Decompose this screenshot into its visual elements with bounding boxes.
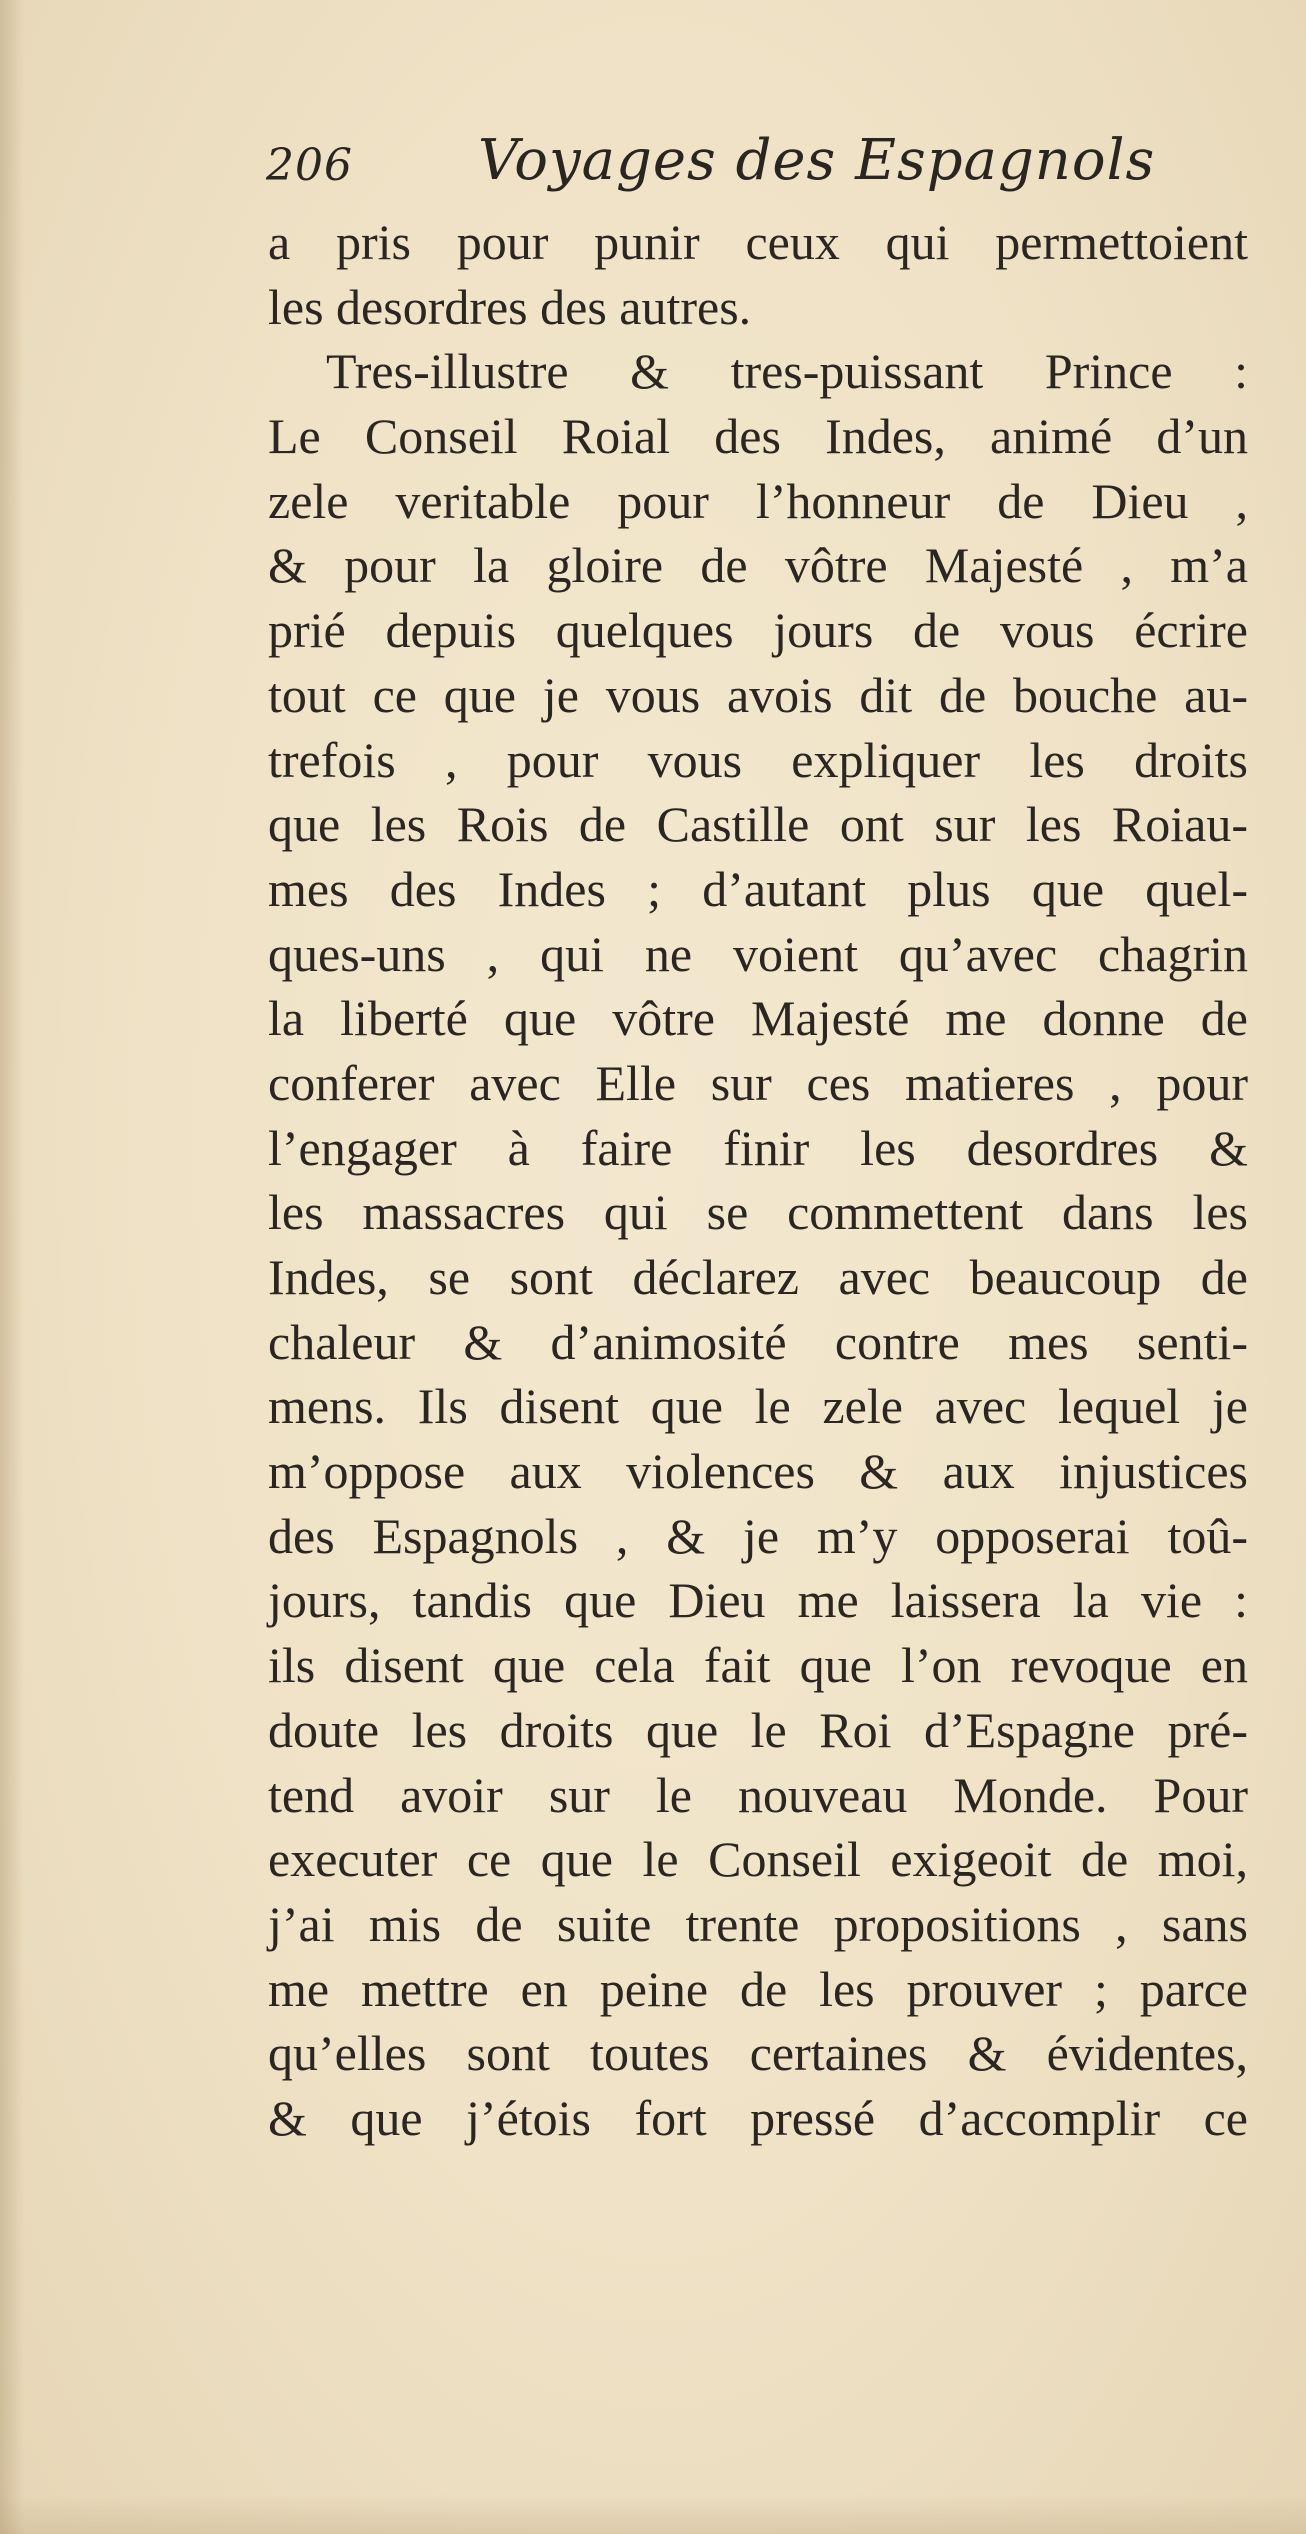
text-line: les desordres des autres. <box>268 278 752 335</box>
text-line: l’engager à faire finir les desordres & <box>268 1119 1248 1176</box>
text-line: a pris pour punir ceux qui permettoient <box>268 214 1248 270</box>
running-title: Voyages des Espagnols <box>478 128 1156 193</box>
text-line: les massacres qui se commettent dans les <box>268 1184 1248 1241</box>
text-line: la liberté que vôtre Majesté me donne de <box>268 990 1248 1047</box>
text-line: & que j’étois fort pressé d’accomplir ce <box>268 2089 1248 2146</box>
text-line: jours, tandis que Dieu me laissera la vie : <box>268 1572 1248 1629</box>
text-line: ils disent que cela fait que l’on revoque en <box>268 1637 1248 1694</box>
text-line: des Espagnols , & je m’y opposerai toû- <box>268 1507 1248 1564</box>
text-line: mes des Indes ; d’autant plus que quel- <box>268 860 1248 917</box>
text-line: me mettre en peine de les prouver ; parce <box>268 1960 1248 2017</box>
text-line: que les Rois de Castille ont sur les Roiau- <box>268 796 1248 853</box>
text-line: tend avoir sur le nouveau Monde. Pour <box>268 1766 1248 1823</box>
text-line: qu’elles sont toutes certaines & évidentes, <box>268 2025 1248 2082</box>
page-edge-shadow <box>0 0 24 2534</box>
text-line: & pour la gloire de vôtre Majesté , m’a <box>268 537 1248 594</box>
text-line: doute les droits que le Roi d’Espagne pré- <box>268 1701 1248 1758</box>
text-line: Le Conseil Roial des Indes, animé d’un <box>268 408 1248 465</box>
text-line: zele veritable pour l’honneur de Dieu , <box>268 472 1248 529</box>
text-line: Tres-illustre & tres-puissant Prince : <box>326 343 1248 400</box>
page-bottom-shadow <box>0 2494 1306 2534</box>
text-line: prié depuis quelques jours de vous écrire <box>268 602 1248 659</box>
text-line: executer ce que le Conseil exigeoit de moi, <box>268 1831 1248 1888</box>
text-line: tout ce que je vous avois dit de bouche au- <box>268 666 1248 723</box>
body-text <box>268 210 1248 2151</box>
text-line: Indes, se sont déclarez avec beaucoup de <box>268 1249 1248 1305</box>
text-line: j’ai mis de suite trente propositions , sans <box>268 1895 1248 1952</box>
text-line: ques-uns , qui ne voient qu’avec chagrin <box>268 925 1248 982</box>
page-header <box>266 122 1156 212</box>
text-line: chaleur & d’animosité contre mes senti- <box>268 1313 1248 1370</box>
text-line: conferer avec Elle sur ces matieres , pour <box>268 1054 1248 1111</box>
text-line: m’oppose aux violences & aux injustices <box>268 1443 1248 1500</box>
text-line: mens. Ils disent que le zele avec lequel je <box>268 1378 1248 1435</box>
text-line: trefois , pour vous expliquer les droits <box>268 731 1248 788</box>
page-number: 206 <box>266 140 353 191</box>
